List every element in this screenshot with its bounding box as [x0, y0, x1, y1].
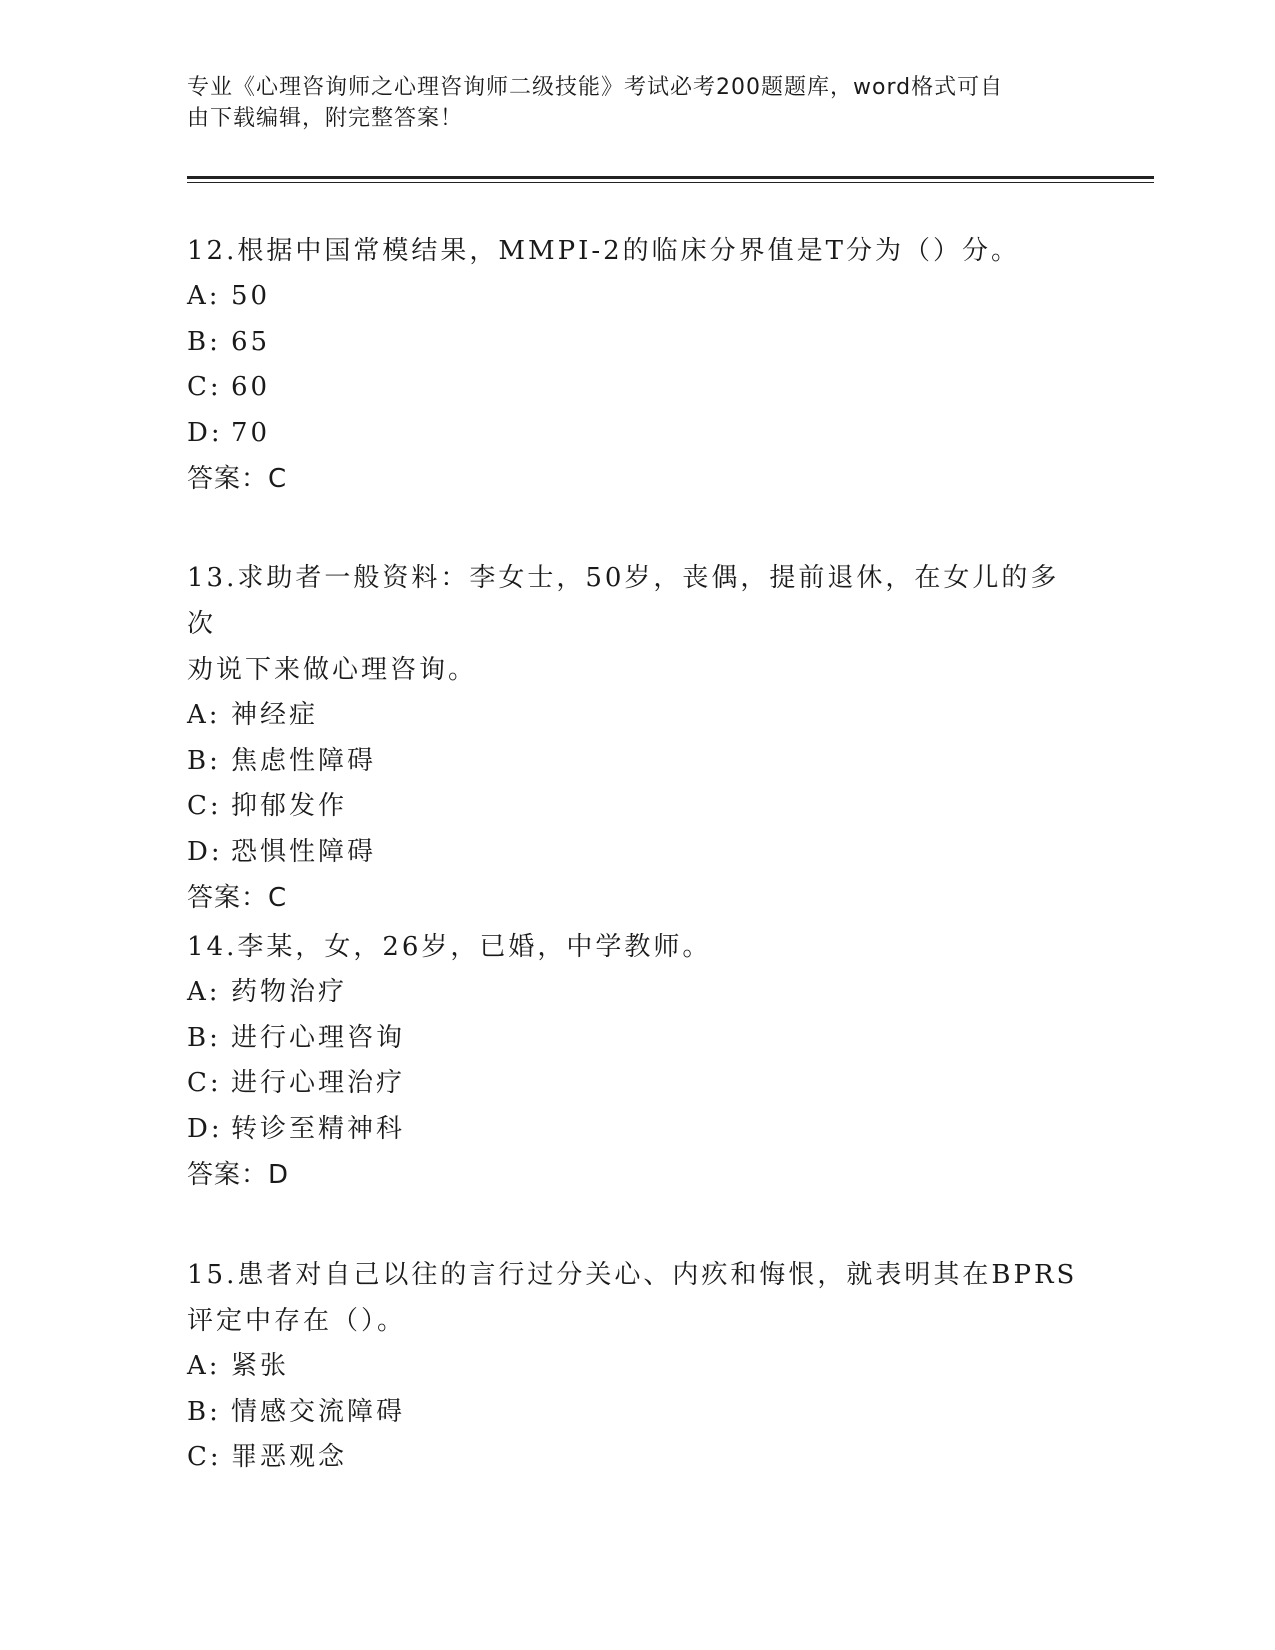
- option-label: B:: [187, 1022, 221, 1053]
- option-label: B:: [187, 745, 221, 776]
- option-d: [187, 1107, 1087, 1153]
- question-stem-line: 劝说下来做心理咨询。: [187, 655, 478, 685]
- question-stem-line: 15.患者对自己以往的言行过分关心、内疚和悔恨，就表明其在BPRS: [187, 1260, 1078, 1290]
- document-header: [187, 72, 1087, 134]
- question-stem: [187, 924, 1087, 970]
- question-13: [187, 555, 1087, 921]
- header-line-1: 专业《心理咨询师之心理咨询师二级技能》考试必考200题题库，word格式可自: [187, 75, 1004, 100]
- option-text: 恐惧性障碍: [231, 836, 377, 867]
- option-label: C:: [187, 372, 222, 402]
- option-a: [187, 693, 1087, 739]
- option-d: [187, 411, 1087, 457]
- header-divider-thin: [187, 182, 1154, 183]
- option-c: [187, 784, 1087, 830]
- question-15: [187, 1252, 1087, 1481]
- option-label: A:: [187, 281, 221, 311]
- option-label: A:: [187, 977, 221, 1007]
- question-stem: [187, 1252, 1087, 1344]
- option-label: A:: [187, 1351, 221, 1381]
- header-line-2: 由下载编辑，附完整答案！: [187, 106, 464, 131]
- option-text: 进行心理治疗: [231, 1068, 406, 1098]
- option-text: 情感交流障碍: [231, 1396, 406, 1427]
- option-label: D:: [187, 836, 223, 867]
- option-c: [187, 365, 1087, 411]
- option-text: 进行心理咨询: [231, 1022, 406, 1053]
- answer-line: 答案：D: [187, 1160, 290, 1190]
- option-text: 65: [231, 326, 271, 357]
- question-stem: [187, 555, 1087, 693]
- option-text: 焦虑性障碍: [231, 745, 377, 776]
- option-label: D:: [187, 1113, 223, 1144]
- option-text: 罪恶观念: [231, 1442, 348, 1472]
- question-stem-line: 13.求助者一般资料：李女士，50岁，丧偶，提前退休，在女儿的多次: [187, 563, 1060, 639]
- option-c: [187, 1061, 1087, 1107]
- option-label: D:: [187, 417, 223, 448]
- question-14: [187, 924, 1087, 1198]
- option-text: 神经症: [231, 700, 319, 730]
- question-stem-line: 评定中存在（）。: [187, 1306, 407, 1336]
- option-text: 药物治疗: [231, 977, 348, 1007]
- option-text: 60: [231, 372, 271, 402]
- option-a: [187, 274, 1087, 320]
- option-d: [187, 830, 1087, 876]
- option-label: C:: [187, 1442, 222, 1472]
- question-12: [187, 228, 1087, 502]
- option-b: [187, 320, 1087, 366]
- option-a: [187, 1344, 1087, 1390]
- option-b: [187, 739, 1087, 785]
- option-text: 70: [231, 417, 271, 448]
- option-b: [187, 1016, 1087, 1062]
- answer-line: 答案：C: [187, 883, 288, 913]
- question-stem-line: 12.根据中国常模结果，MMPI-2的临床分界值是T分为（）分。: [187, 236, 1021, 266]
- option-label: B:: [187, 326, 221, 357]
- answer-line: 答案：C: [187, 464, 288, 494]
- option-label: B:: [187, 1396, 221, 1427]
- option-label: A:: [187, 700, 221, 730]
- question-stem-line: 14.李某，女，26岁，已婚，中学教师。: [187, 932, 712, 962]
- option-label: C:: [187, 1068, 222, 1098]
- option-text: 50: [231, 281, 271, 311]
- option-label: C:: [187, 791, 222, 821]
- option-text: 紧张: [231, 1351, 290, 1381]
- option-a: [187, 970, 1087, 1016]
- option-text: 转诊至精神科: [231, 1113, 406, 1144]
- question-stem: [187, 228, 1087, 274]
- header-divider-thick: [187, 176, 1154, 179]
- option-b: [187, 1390, 1087, 1436]
- option-c: [187, 1435, 1087, 1481]
- option-text: 抑郁发作: [231, 791, 348, 821]
